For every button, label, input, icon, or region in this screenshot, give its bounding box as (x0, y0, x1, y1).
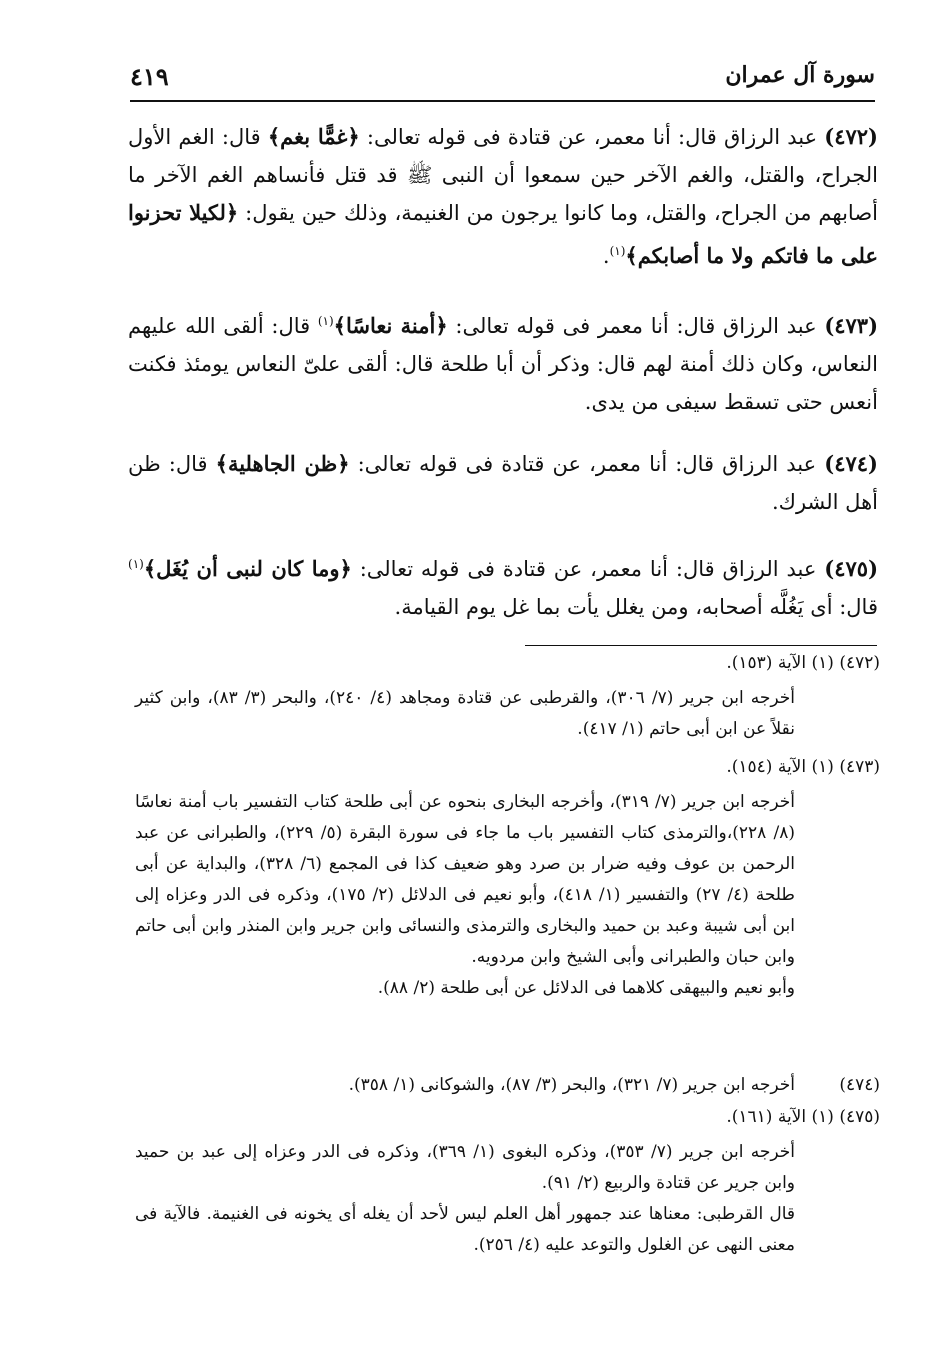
footnote-marker: (١) (317, 314, 334, 328)
entry-472 (128, 118, 878, 275)
footnote-474-body: أخرجه ابن جرير (٧/ ٣٢١)، والبحر (٣/ ٨٧)، والشوكانى (١/ ٣٥٨). (348, 1075, 795, 1095)
quran-verse: ﴿وما كان لنبى أن يُغَل﴾ (143, 556, 352, 581)
quran-verse: ﴿ظن الجاهلية﴾ (215, 451, 350, 476)
header-rule (130, 100, 875, 102)
entry-text: (٤٧٤) عبد الرزاق قال: أنا معمر، عن قتادة فى قوله تعالى: ﴿ظن الجاهلية﴾ قال: ظن أهل الشرك. (128, 451, 878, 514)
entry-473 (128, 302, 878, 421)
footnote-separator (525, 645, 877, 646)
entry-number: (٤٧٣) (824, 313, 879, 338)
footnote-472-body: أخرجه ابن جرير (٧/ ٣٠٦)، والقرطبى عن قتادة ومجاهد (٤/ ٢٤٠)، والبحر (٣/ ٨٣)، وابن كثير نقلاً عن ابن أبى حاتم (١/ ٤١٧). (135, 688, 796, 739)
entry-number: (٤٧٥) (824, 556, 878, 581)
entry-number: (٤٧٤) (824, 451, 878, 476)
footnote-472-head: (٤٧٢) (١) الآية (١٥٣). (726, 653, 880, 673)
footnote-475-head: (٤٧٥) (١) الآية (١٦١). (726, 1107, 880, 1127)
entry-text: (٤٧٥) عبد الرزاق قال: أنا معمر، عن قتادة فى قوله تعالى: ﴿وما كان لنبى أن يُغَل﴾$^{(١)}$ قال: أى يَغُلَّه أصحابه، ومن يغلل يأت بما غل يوم القيامة. (128, 556, 878, 619)
footnote-474-number: (٤٧٤) (839, 1075, 880, 1095)
footnote-475-body: أخرجه ابن جرير (٧/ ٣٥٣)، وذكره البغوى (١/ ٣٦٩)، وذكره فى الدر وعزاه إلى عبد بن حميد وابن جرير عن قتادة والربيع (٢/ ٩١). قال القرطبى: معناها عند جمهور أهل العلم ليس لأحد أن يغله أى يخونه فى الغنيمة. فالآية فى معنى النهى عن الغلول والتوعد عليه (٤/ ٢٥٦). (135, 1142, 795, 1255)
quran-verse: ﴿لكيلا تحزنوا على ما فاتكم ولا ما أصابكم﴾ (128, 200, 878, 268)
surah-title: سورة آل عمران (725, 62, 875, 88)
footnote-marker: (١) (609, 244, 626, 258)
footnote-473-body: أخرجه ابن جرير (٧/ ٣١٩)، وأخرجه البخارى بنحوه عن أبى طلحة كتاب التفسير باب أمنة نعاسًا (٨/ ٢٢٨)،والترمذى كتاب التفسير باب ما جاء فى سورة البقرة (٥/ ٢٢٩)، والطبرانى عن عبد الرحمن بن عوف وفيه ضرار بن صرد وهو ضعيف كذا فى المجمع (٦/ ٣٢٨)، والبداية عن أبى طلحة (٤/ ٢٧) والتفسير (١/ ٤١٨)، وأبو نعيم فى الدلائل (٢/ ١٧٥)، وذكره فى الدر وعزاه إلى ابن أبى شيبة وعبد بن حميد والبخارى والترمذى والنسائى وابن جرير وابن المنذر وابن أبى حاتم وابن حبان والطبرانى وأبى الشيخ وابن مردويه. وأبو نعيم والبيهقى كلاهما فى الدلائل عن أبى طلحة (٢/ ٨٨). (135, 792, 795, 998)
page-number: ٤١٩ (130, 62, 169, 91)
entry-text: (٤٧٢) عبد الرزاق قال: أنا معمر، عن قتادة فى قوله تعالى: ﴿غمًّا بغم﴾ قال: الغم الأول الجراح، والقتل، والغم الآخر حين سمعوا أن النبى ﷺ قد قتل فأنساهم الغم الآخر ما أصابهم من الجراح، والقتل، وما كانوا يرجون من الغنيمة، وذلك حين يقول: ﴿لكيلا تحزنوا على ما فاتكم ولا ما أصابكم﴾$^{(١)}$. (128, 124, 878, 268)
entry-number: (٤٧٢) (824, 124, 878, 149)
entry-475 (128, 545, 878, 626)
footnote-473-head: (٤٧٣) (١) الآية (١٥٤). (726, 757, 880, 777)
quran-verse: ﴿غمًّا بغم﴾ (267, 124, 360, 149)
quran-verse: ﴿أمنة نعاسًا﴾ (333, 313, 448, 338)
page-header (130, 62, 875, 102)
entry-text: (٤٧٣) عبد الرزاق قال: أنا معمر فى قوله تعالى: ﴿أمنة نعاسًا﴾$^{(١)}$ قال: ألقى الله عليهم النعاس، وكان ذلك أمنة لهم قال: وذكر أن أبا طلحة قال: ألقى علىّ النعاس يومئذ فكنت أنعس حتى تسقط سيفى من يدى. (128, 313, 879, 414)
entry-474 (128, 445, 878, 521)
footnote-marker: (١) (128, 557, 144, 571)
